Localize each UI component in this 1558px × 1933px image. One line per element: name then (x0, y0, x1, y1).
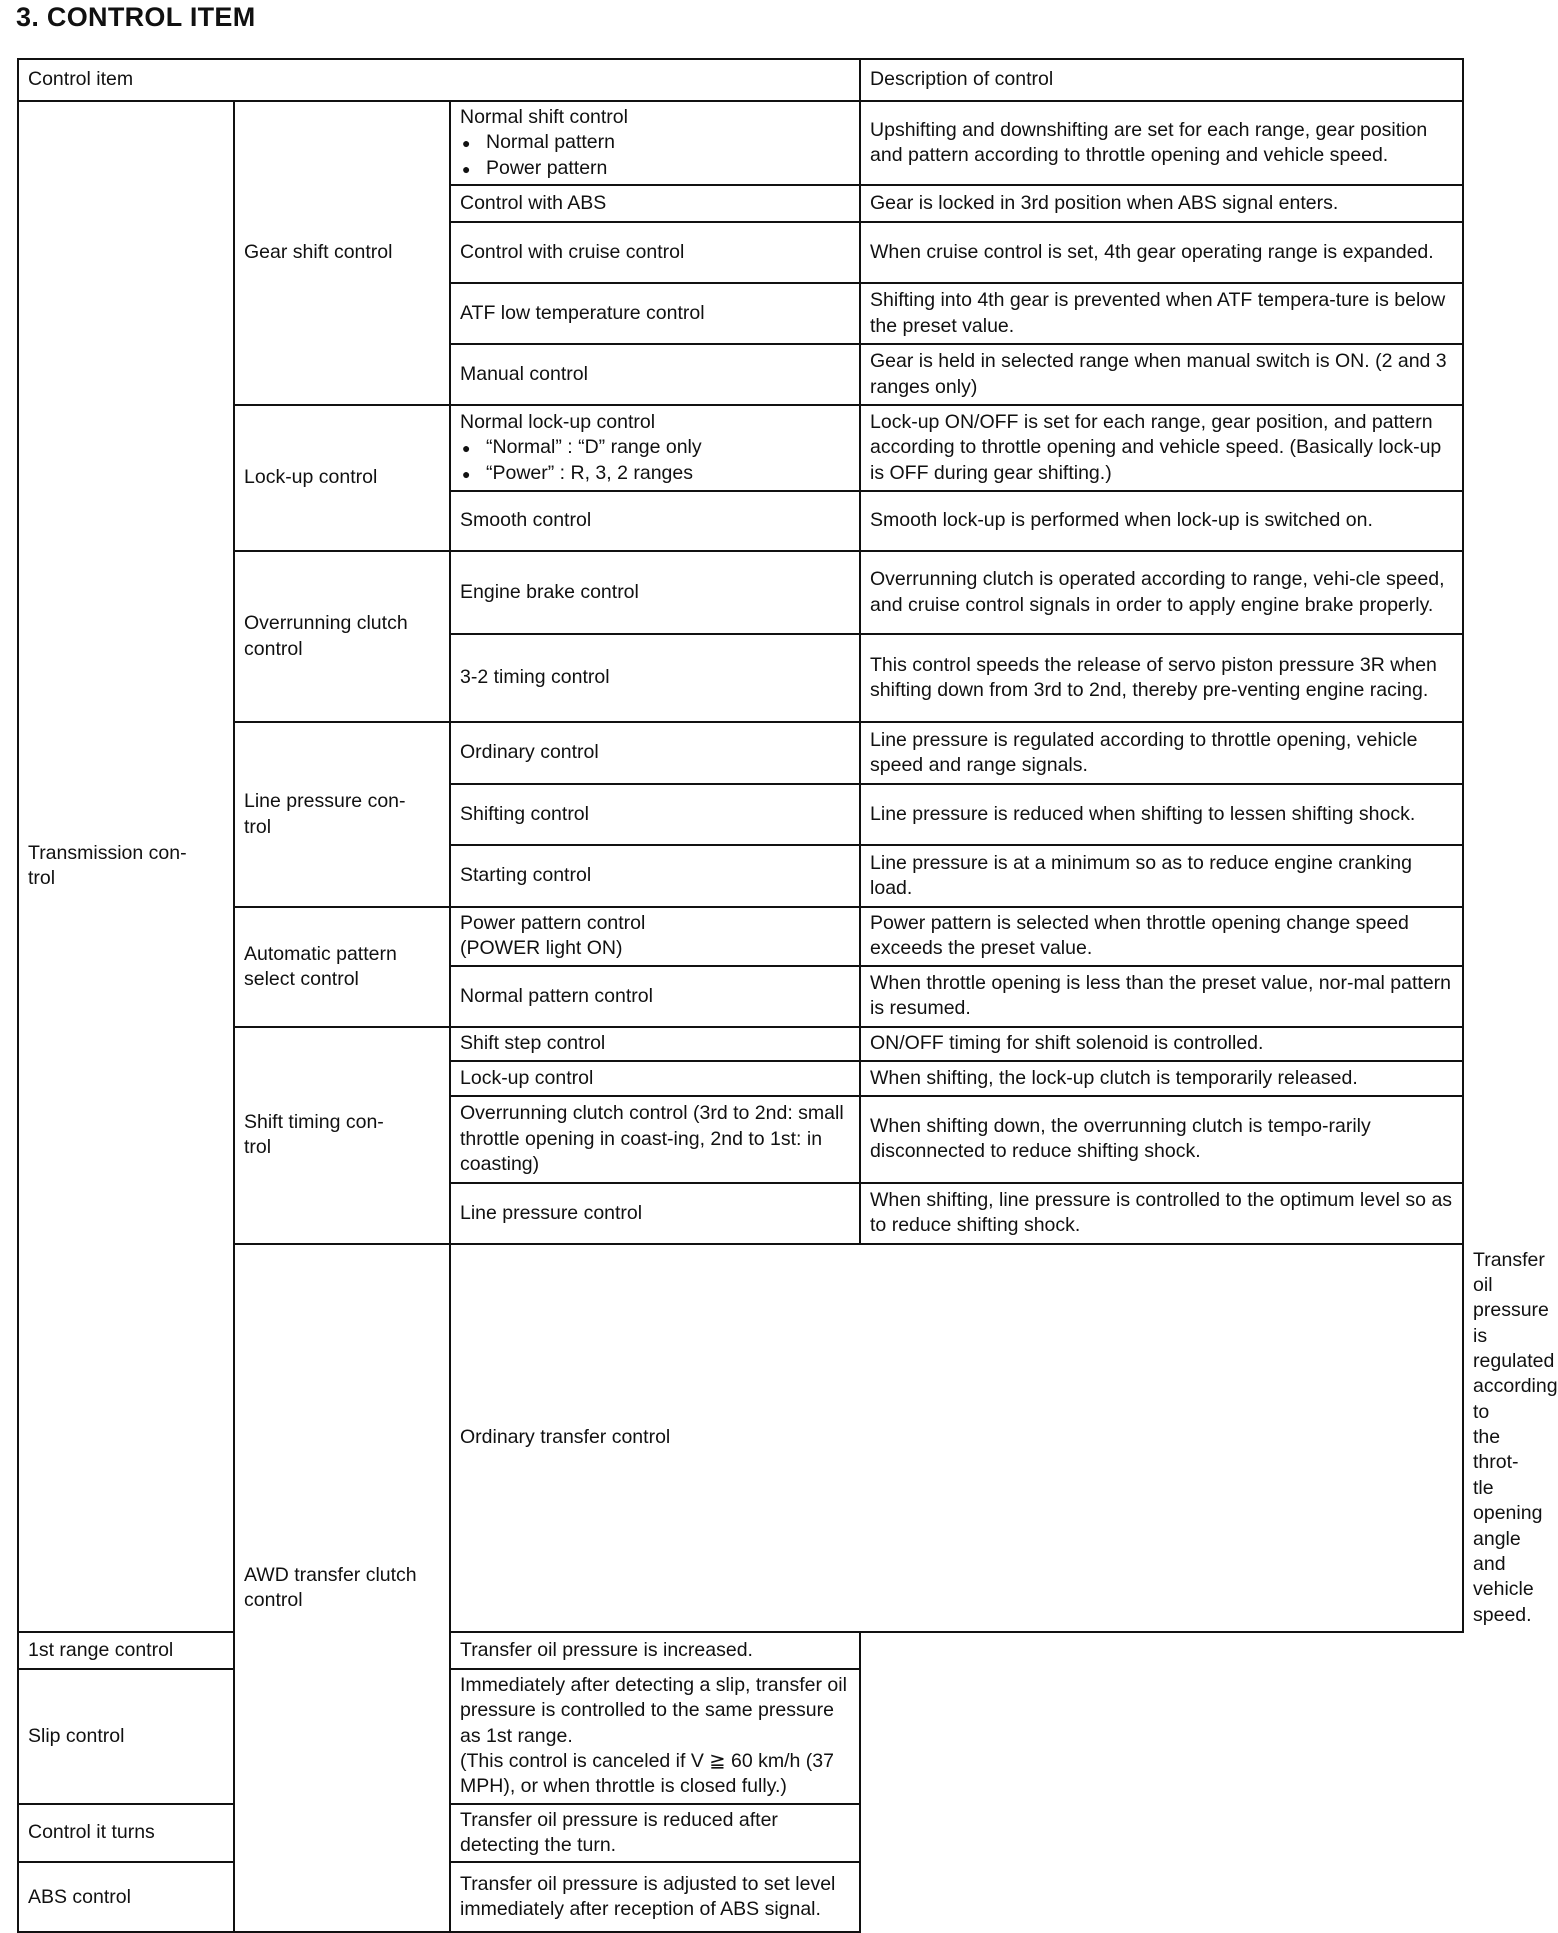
description-cell: Immediately after detecting a slip, transfer oil pressure is controlled to the same pressure as 1st range. (This control is canceled if V ≧ 60 km/h (37 MPH), or when throttle is closed fully.) (450, 1669, 860, 1804)
item-1st-range-control: 1st range control (18, 1632, 450, 1669)
description-cell: Transfer oil pressure is reduced after detecting the turn. (450, 1804, 860, 1863)
table-row (18, 1669, 1463, 1804)
item-control-with-abs: Control with ABS (450, 185, 860, 222)
table-row (18, 722, 1463, 784)
item-line-pressure-control-timing: Line pressure control (450, 1183, 860, 1244)
table-row (18, 405, 1463, 491)
table-row (18, 1862, 1463, 1932)
description-cell: When shifting, the lock-up clutch is temporarily released. (860, 1061, 1463, 1096)
subgroup-overrunning-clutch-control: Overrunning clutch control (234, 551, 450, 722)
item-atf-low-temp-control: ATF low temperature control (450, 283, 860, 344)
item-power-pattern-control: Power pattern control (POWER light ON) (450, 907, 860, 966)
bullet-item: ● “Normal” : “D” range only (460, 435, 850, 460)
item-starting-control: Starting control (450, 845, 860, 907)
item-cruise-control: Control with cruise control (450, 222, 860, 283)
table-row (18, 1632, 1463, 1669)
description-cell: Line pressure is at a minimum so as to reduce engine cranking load. (860, 845, 1463, 907)
description-cell: This control speeds the release of servo piston pressure 3R when shifting down from 3rd to 2nd, thereby pre-venting engine racing. (860, 634, 1463, 722)
table-row (18, 1804, 1463, 1863)
item-control-it-turns: Control it turns (18, 1804, 450, 1863)
description-cell: Power pattern is selected when throttle opening change speed exceeds the preset value. (860, 907, 1463, 966)
description-cell: Shifting into 4th gear is prevented when ATF tempera-ture is below the preset value. (860, 283, 1463, 344)
header-description: Description of control (860, 59, 1463, 101)
description-cell: When cruise control is set, 4th gear operating range is expanded. (860, 222, 1463, 283)
bullet-item: ● Normal pattern (460, 130, 850, 155)
description-cell: Line pressure is reduced when shifting to lessen shifting shock. (860, 784, 1463, 845)
description-cell: Line pressure is regulated according to throttle opening, vehicle speed and range signals. (860, 722, 1463, 784)
description-cell: Overrunning clutch is operated according to range, vehi-cle speed, and cruise control signals in order to apply engine brake properly. (860, 551, 1463, 634)
item-ordinary-transfer-control: Ordinary transfer control (450, 1244, 1463, 1632)
description-cell: Upshifting and downshifting are set for each range, gear position and pattern according to throttle opening and vehicle speed. (860, 101, 1463, 185)
item-abs-control: ABS control (18, 1862, 450, 1932)
item-normal-pattern-control: Normal pattern control (450, 966, 860, 1027)
description-cell: Smooth lock-up is performed when lock-up is switched on. (860, 491, 1463, 551)
item-shifting-control: Shifting control (450, 784, 860, 845)
description-cell: When throttle opening is less than the preset value, nor-mal pattern is resumed. (860, 966, 1463, 1027)
page-title: 3. CONTROL ITEM (16, 2, 256, 32)
description-cell: Gear is held in selected range when manual switch is ON. (2 and 3 ranges only) (860, 344, 1463, 405)
description-cell: ON/OFF timing for shift solenoid is controlled. (860, 1027, 1463, 1061)
item-normal-lock-up-control (450, 405, 860, 491)
subgroup-line-pressure-control: Line pressure con- trol (234, 722, 450, 907)
description-cell: Transfer oil pressure is increased. (450, 1632, 860, 1669)
description-cell: When shifting, line pressure is controlled to the optimum level so as to reduce shifting shock. (860, 1183, 1463, 1244)
item-slip-control: Slip control (18, 1669, 450, 1804)
group-awd-transfer-clutch-control: AWD transfer clutch control (234, 1244, 450, 1933)
table-row (18, 1027, 1463, 1061)
table-row (18, 101, 1463, 185)
table-row (18, 551, 1463, 634)
bullet-item: ● Power pattern (460, 156, 850, 181)
item-shift-step-control: Shift step control (450, 1027, 860, 1061)
group-transmission-control: Transmission con- trol (18, 101, 234, 1632)
table-header-row (18, 59, 1463, 101)
description-cell: Transfer oil pressure is adjusted to set level immediately after reception of ABS signal. (450, 1862, 860, 1932)
header-control-item: Control item (18, 59, 860, 101)
subgroup-automatic-pattern-select-control: Automatic pattern select control (234, 907, 450, 1027)
item-ordinary-control: Ordinary control (450, 722, 860, 784)
subgroup-lock-up-control: Lock-up control (234, 405, 450, 551)
item-normal-shift-control (450, 101, 860, 185)
table-row: AWD transfer clutch control Ordinary transfer control Transfer oil pressure is regulated according to the throt-tle opening angle and vehicle speed. (18, 1244, 1463, 1632)
item-engine-brake-control: Engine brake control (450, 551, 860, 634)
control-item-table (17, 58, 1558, 1933)
item-3-2-timing-control: 3-2 timing control (450, 634, 860, 722)
item-label: Normal shift control (460, 106, 628, 128)
description-cell: When shifting down, the overrunning clutch is tempo-rarily disconnected to reduce shifting shock. (860, 1096, 1463, 1183)
subgroup-gear-shift-control: Gear shift control (234, 101, 450, 405)
item-smooth-control: Smooth control (450, 491, 860, 551)
description-cell: Gear is locked in 3rd position when ABS signal enters. (860, 185, 1463, 222)
subgroup-shift-timing-control: Shift timing con- trol (234, 1027, 450, 1244)
item-overrunning-clutch-control-timing: Overrunning clutch control (3rd to 2nd: small throttle opening in coast-ing, 2nd to 1st: in coasting) (450, 1096, 860, 1183)
item-lock-up-control-timing: Lock-up control (450, 1061, 860, 1096)
description-cell: Lock-up ON/OFF is set for each range, gear position, and pattern according to throttle opening and vehicle speed. (Basically lock-up is OFF during gear shifting.) (860, 405, 1463, 491)
item-manual-control: Manual control (450, 344, 860, 405)
item-label: Normal lock-up control (460, 411, 656, 434)
table-row (18, 907, 1463, 966)
bullet-item: ● “Power” : R, 3, 2 ranges (460, 461, 850, 486)
